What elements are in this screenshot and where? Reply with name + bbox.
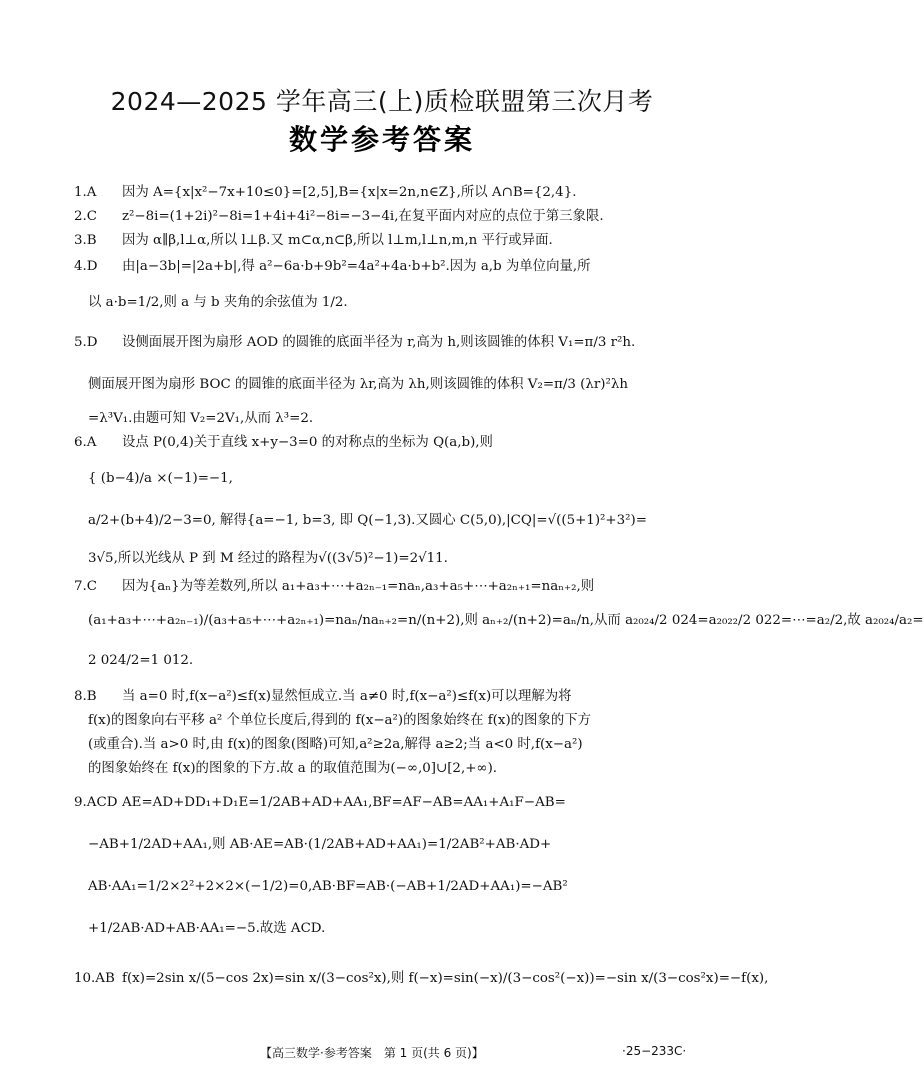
answer-item (74, 258, 704, 276)
answer-heading: 数学参考答案 (288, 123, 475, 156)
answer-continuation: { (b−4)/a ×(−1)=−1, (88, 471, 233, 486)
answer-text: 设点 P(0,4)关于直线 x+y−3=0 的对称点的坐标为 Q(a,b),则 (122, 435, 493, 450)
answer-text: 因为 A={x|x²−7x+10≤0}=[2,5],B={x|x=2n,n∈Z},所以 A∩B={2,4}. (122, 185, 577, 200)
answer-continuation: a/2+(b+4)/2−3=0, 解得{a=−1, b=3, 即 Q(−1,3).又圆心 C(5,0),|CQ|=√((5+1)²+3²)= (88, 513, 647, 528)
answer-item (74, 688, 704, 706)
answer-continuation: f(x)的图象向右平移 a² 个单位长度后,得到的 f(x−a²)的图象始终在 f(x)的图象的下方 (88, 713, 592, 728)
answer-number: 3.B (74, 233, 97, 248)
exam-title: 2024—2025 学年高三(上)质检联盟第三次月考 (110, 87, 654, 116)
answer-item (74, 208, 704, 226)
answer-number: 2.C (74, 209, 98, 224)
answer-text: 当 a=0 时,f(x−a²)≤f(x)显然恒成立.当 a≠0 时,f(x−a²)≤f(x)可以理解为将 (122, 689, 572, 704)
answer-text: 因为 α∥β,l⊥α,所以 l⊥β.又 m⊂α,n⊂β,所以 l⊥m,l⊥n,m,n 平行或异面. (122, 233, 553, 248)
answer-continuation: AB·AA₁=1/2×2²+2×2×(−1/2)=0,AB·BF=AB·(−AB+1/2AD+AA₁)=−AB² (88, 879, 568, 894)
answer-continuation: 侧面展开图为扇形 BOC 的圆锥的底面半径为 λr,高为 λh,则该圆锥的体积 V₂=π/3 (λr)²λh (88, 377, 628, 392)
answer-continuation: −AB+1/2AD+AA₁,则 AB·AE=AB·(1/2AB+AD+AA₁)=1/2AB²+AB·AD+ (88, 837, 552, 852)
answer-continuation: =λ³V₁.由题可知 V₂=2V₁,从而 λ³=2. (88, 411, 314, 426)
answer-text: 因为{aₙ}为等差数列,所以 a₁+a₃+⋯+a₂ₙ₋₁=naₙ,a₃+a₅+⋯+a₂ₙ₊₁=naₙ₊₂,则 (122, 579, 595, 594)
answer-item (74, 794, 704, 812)
footer-code: ·25−233C· (622, 1044, 687, 1058)
answer-text: z²−8i=(1+2i)²−8i=1+4i+4i²−8i=−3−4i,在复平面内对应的点位于第三象限. (122, 209, 604, 224)
answer-item (74, 232, 704, 250)
footer-page-label: 【高三数学·参考答案 第 1 页(共 6 页)】 (260, 1046, 484, 1060)
answer-number: 5.D (74, 335, 98, 350)
answer-item (74, 434, 704, 452)
answer-continuation: 的图象始终在 f(x)的图象的下方.故 a 的取值范围为(−∞,0]∪[2,+∞). (88, 761, 498, 776)
answer-continuation: (或重合).当 a>0 时,由 f(x)的图象(图略)可知,a²≥2a,解得 a≥2;当 a<0 时,f(x−a²) (88, 737, 583, 752)
answer-text: 由|a−3b|=|2a+b|,得 a²−6a·b+9b²=4a²+4a·b+b².因为 a,b 为单位向量,所 (122, 259, 591, 274)
answer-text: 设侧面展开图为扇形 AOD 的圆锥的底面半径为 r,高为 h,则该圆锥的体积 V₁=π/3 r²h. (122, 335, 636, 350)
answer-number: 4.D (74, 259, 98, 274)
answer-item (74, 578, 704, 596)
answer-item (74, 334, 704, 352)
answer-number: 1.A (74, 185, 97, 200)
answer-item (74, 184, 704, 202)
answer-number: 9.ACD (74, 795, 118, 810)
answer-text: AE=AD+DD₁+D₁E=1/2AB+AD+AA₁,BF=AF−AB=AA₁+A₁F−AB= (122, 795, 566, 810)
answer-continuation: 3√5,所以光线从 P 到 M 经过的路程为√((3√5)²−1)=2√11. (88, 551, 448, 566)
answer-continuation: 以 a·b=1/2,则 a 与 b 夹角的余弦值为 1/2. (88, 295, 348, 310)
answer-number: 8.B (74, 689, 97, 704)
answer-item (74, 970, 769, 988)
answer-text: f(x)=2sin x/(5−cos 2x)=sin x/(3−cos²x),则 f(−x)=sin(−x)/(3−cos²(−x))=−sin x/(3−cos²x)=−f(x), (122, 971, 769, 986)
answer-continuation: 2 024/2=1 012. (88, 653, 194, 668)
answer-number: 6.A (74, 435, 97, 450)
answer-continuation: +1/2AB·AD+AB·AA₁=−5.故选 ACD. (88, 921, 326, 936)
answer-continuation: (a₁+a₃+⋯+a₂ₙ₋₁)/(a₃+a₅+⋯+a₂ₙ₊₁)=naₙ/naₙ₊₂=n/(n+2),则 aₙ₊₂/(n+2)=aₙ/n,从而 a₂₀₂₄/2 024=a₂₀₂₂/2 022=⋯=a₂/2,故 a₂₀₂₄/a₂= (88, 613, 924, 628)
answer-number: 7.C (74, 579, 98, 594)
answer-number: 10.AB (74, 971, 115, 986)
